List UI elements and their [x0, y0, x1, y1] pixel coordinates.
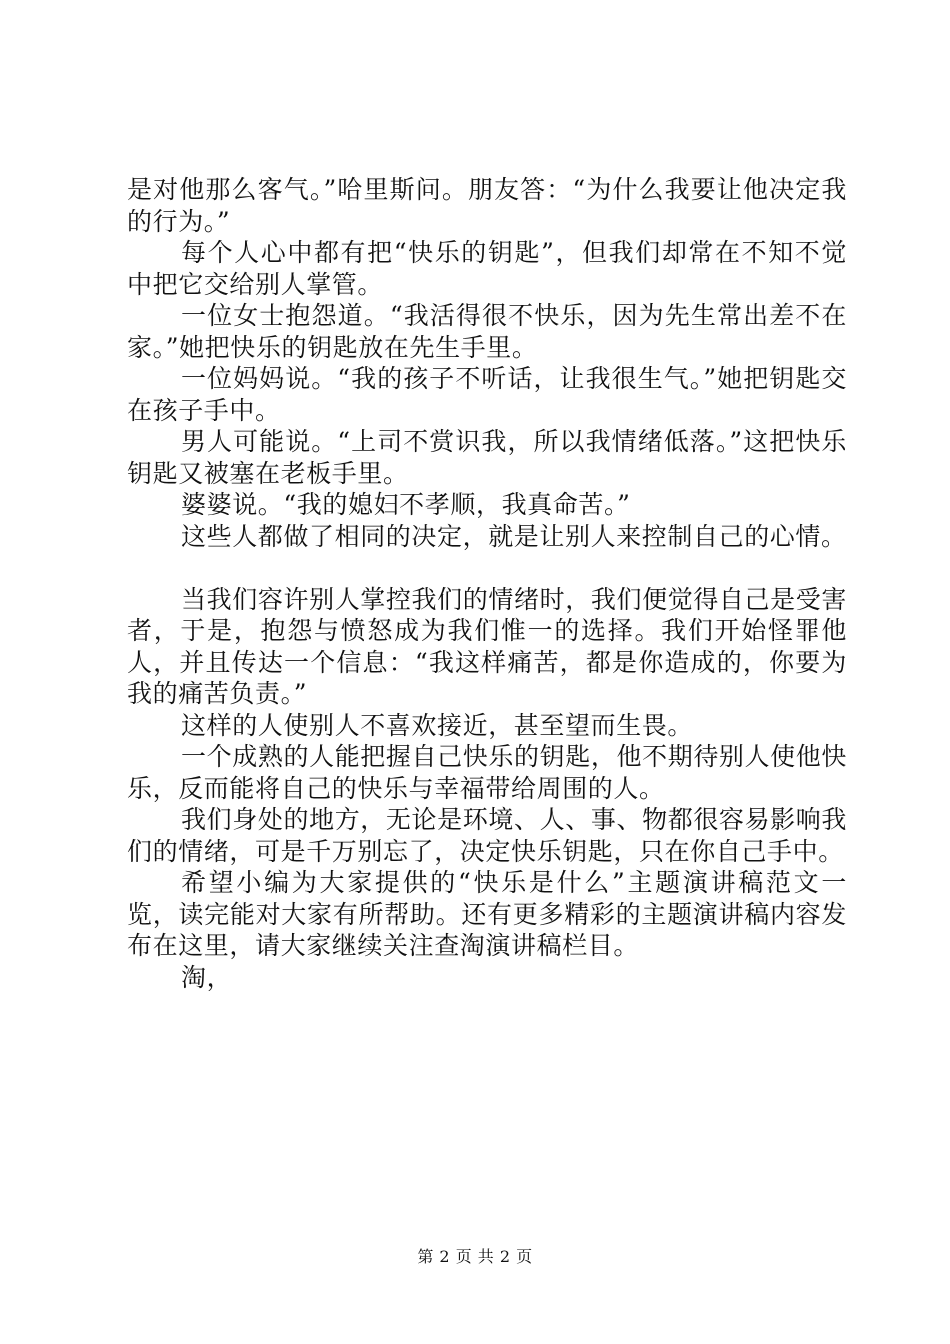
paragraph-12: 希望小编为大家提供的“快乐是什么”主题演讲稿范文一览，读完能对大家有所帮助。还有更多精彩的主题演讲稿内容发布在这里，请大家继续关注查淘演讲稿栏目。: [127, 868, 847, 960]
paragraph-1: 是对他那么客气。”哈里斯问。朋友答：“为什么我要让他决定我的行为。”: [127, 175, 847, 236]
paragraph-8: 当我们容许别人掌控我们的情绪时，我们便觉得自己是受害者，于是，抱怨与愤怒成为我们惟一的选择。我们开始怪罪他人，并且传达一个信息：“我这样痛苦，都是你造成的，你要为我的痛苦负责。”: [127, 584, 847, 708]
paragraph-2: 每个人心中都有把“快乐的钥匙”，但我们却常在不知不觉中把它交给别人掌管。: [127, 238, 847, 299]
paragraph-6: 婆婆说。“我的媳妇不孝顺，我真命苦。”: [181, 490, 631, 519]
paragraph-4: 一位妈妈说。“我的孩子不听话，让我很生气。”她把钥匙交在孩子手中。: [127, 364, 847, 425]
paragraph-13: 淘，: [181, 962, 233, 992]
paragraph-7: 这些人都做了相同的决定，就是让别人来控制自己的心情。: [181, 521, 847, 551]
page-footer: 第 2 页 共 2 页: [417, 1247, 533, 1266]
paragraph-9: 这样的人使别人不喜欢接近，甚至望而生畏。: [181, 710, 694, 740]
paragraph-11: 我们身处的地方，无论是环境、人、事、物都很容易影响我们的情绪，可是千万别忘了，决定快乐钥匙，只在你自己手中。: [127, 805, 847, 866]
paragraph-5: 男人可能说。“上司不赏识我，所以我情绪低落。”这把快乐钥匙又被塞在老板手里。: [127, 427, 847, 488]
paragraph-10: 一个成熟的人能把握自己快乐的钥匙，他不期待别人使他快乐，反而能将自己的快乐与幸福带给周围的人。: [127, 742, 847, 803]
paragraph-3: 一位女士抱怨道。“我活得很不快乐，因为先生常出差不在家。”她把快乐的钥匙放在先生手里。: [127, 301, 847, 362]
document-body: [127, 174, 847, 993]
